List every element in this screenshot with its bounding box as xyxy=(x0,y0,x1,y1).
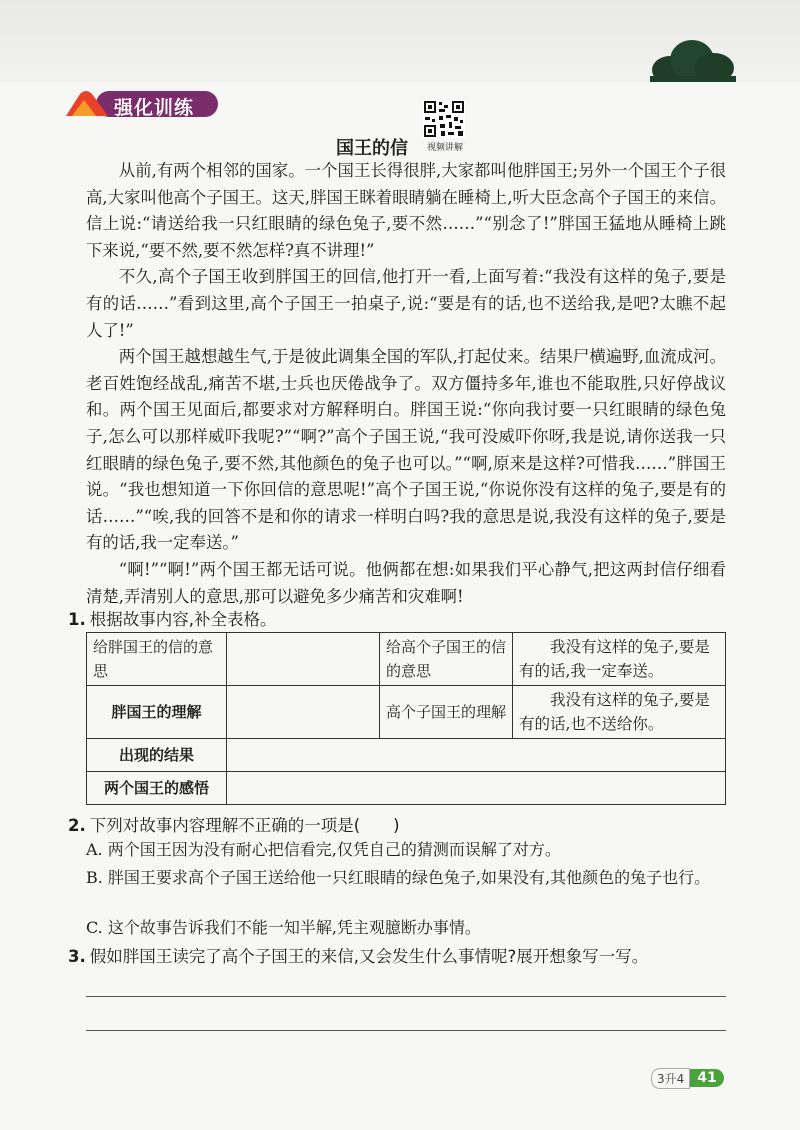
question-text: 根据故事内容,补全表格。 xyxy=(89,610,277,629)
question-number: 2. xyxy=(68,816,86,835)
section-title: 强化训练 xyxy=(114,97,195,119)
table-label: 给胖国王的信的意思 xyxy=(87,633,227,686)
qr-label: 视频讲解 xyxy=(426,143,463,153)
story-paragraph: “啊!”“啊!”两个国王都无话可说。他俩都在想:如果我们平心静气,把这两封信仔细看清楚,弄清别人的意思,那可以避免多少痛苦和灾难啊! xyxy=(86,559,726,606)
page-number: 41 xyxy=(690,1069,723,1087)
question-text: 假如胖国王读完了高个子国王的来信,又会发生什么事情呢?展开想象写一写。 xyxy=(89,947,649,966)
option-b[interactable]: B. 胖国王要求高个子国王送给他一只红眼睛的绿色兔子,如果没有,其他颜色的兔子也行。 xyxy=(86,868,711,887)
question-number: 3. xyxy=(68,947,86,966)
answer-cell[interactable] xyxy=(227,739,726,772)
answer-line[interactable] xyxy=(86,996,726,997)
table-label: 胖国王的理解 xyxy=(87,686,227,739)
page-badge xyxy=(651,1068,724,1088)
story-body xyxy=(86,158,726,610)
question-text: 下列对故事内容理解不正确的一项是( ) xyxy=(89,816,400,835)
answer-cell[interactable] xyxy=(227,633,380,686)
answer-cell[interactable] xyxy=(227,686,380,739)
answer-cell[interactable] xyxy=(227,772,726,805)
question-2 xyxy=(68,812,400,836)
option-c[interactable]: C. 这个故事告诉我们不能一知半解,凭主观臆断办事情。 xyxy=(86,918,481,937)
grade-label: 3升4 xyxy=(651,1068,690,1089)
answer-line[interactable] xyxy=(86,1030,726,1031)
table-label: 两个国王的感悟 xyxy=(87,772,227,805)
qr-code-icon[interactable] xyxy=(423,100,465,138)
section-banner xyxy=(66,88,221,120)
option-a[interactable]: A. 两个国王因为没有耐心把信看完,仅凭自己的猜测而误解了对方。 xyxy=(86,840,561,859)
table-answer: 我没有这样的兔子,要是有的话,我一定奉送。 xyxy=(513,633,726,686)
tree-icon xyxy=(650,38,736,82)
answer-table xyxy=(86,632,726,805)
question-number: 1. xyxy=(68,610,86,629)
table-answer: 我没有这样的兔子,要是有的话,也不送给你。 xyxy=(513,686,726,739)
question-3 xyxy=(68,943,648,967)
story-paragraph: 不久,高个子国王收到胖国王的回信,他打开一看,上面写着:“我没有这样的兔子,要是有的话……”看到这里,高个子国王一拍桌子,说:“要是有的话,也不送给我,是吧?太瞧不起人了!” xyxy=(86,267,726,340)
story-paragraph: 从前,有两个相邻的国家。一个国王长得很胖,大家都叫他胖国王;另外一个国王个子很高,大家叫他高个子国王。这天,胖国王眯着眼睛躺在睡椅上,听大臣念高个子国王的来信。信上说:“请送给我一只红眼睛的绿色兔子,要不然……”“别念了!”胖国王猛地从睡椅上跳下来说,“要不然,要不然怎样?真不讲理!” xyxy=(86,161,726,260)
table-label: 高个子国王的理解 xyxy=(380,686,513,739)
table-label: 给高个子国王的信的意思 xyxy=(380,633,513,686)
question-1 xyxy=(68,606,277,630)
table-label: 出现的结果 xyxy=(87,739,227,772)
story-title: 国王的信 xyxy=(336,138,408,159)
story-paragraph: 两个国王越想越生气,于是彼此调集全国的军队,打起仗来。结果尸横遍野,血流成河。老百姓饱经战乱,痛苦不堪,士兵也厌倦战争了。双方僵持多年,谁也不能取胜,只好停战议和。两个国王见面后,都要求对方解释明白。胖国王说:“你向我讨要一只红眼睛的绿色兔子,怎么可以那样威吓我呢?”“啊?”高个子国王说,“我可没威吓你呀,我是说,请你送我一只红眼睛的绿色兔子,要不然,其他颜色的兔子也可以。”“啊,原来是这样?可惜我……”胖国王说。“我也想知道一下你回信的意思呢!”高个子国王说,“你说你没有这样的兔子,要是有的话……”“唉,我的回答不是和你的请求一样明白吗?我的意思是说,我没有这样的兔子,要是有的话,我一定奉送。” xyxy=(86,347,726,553)
